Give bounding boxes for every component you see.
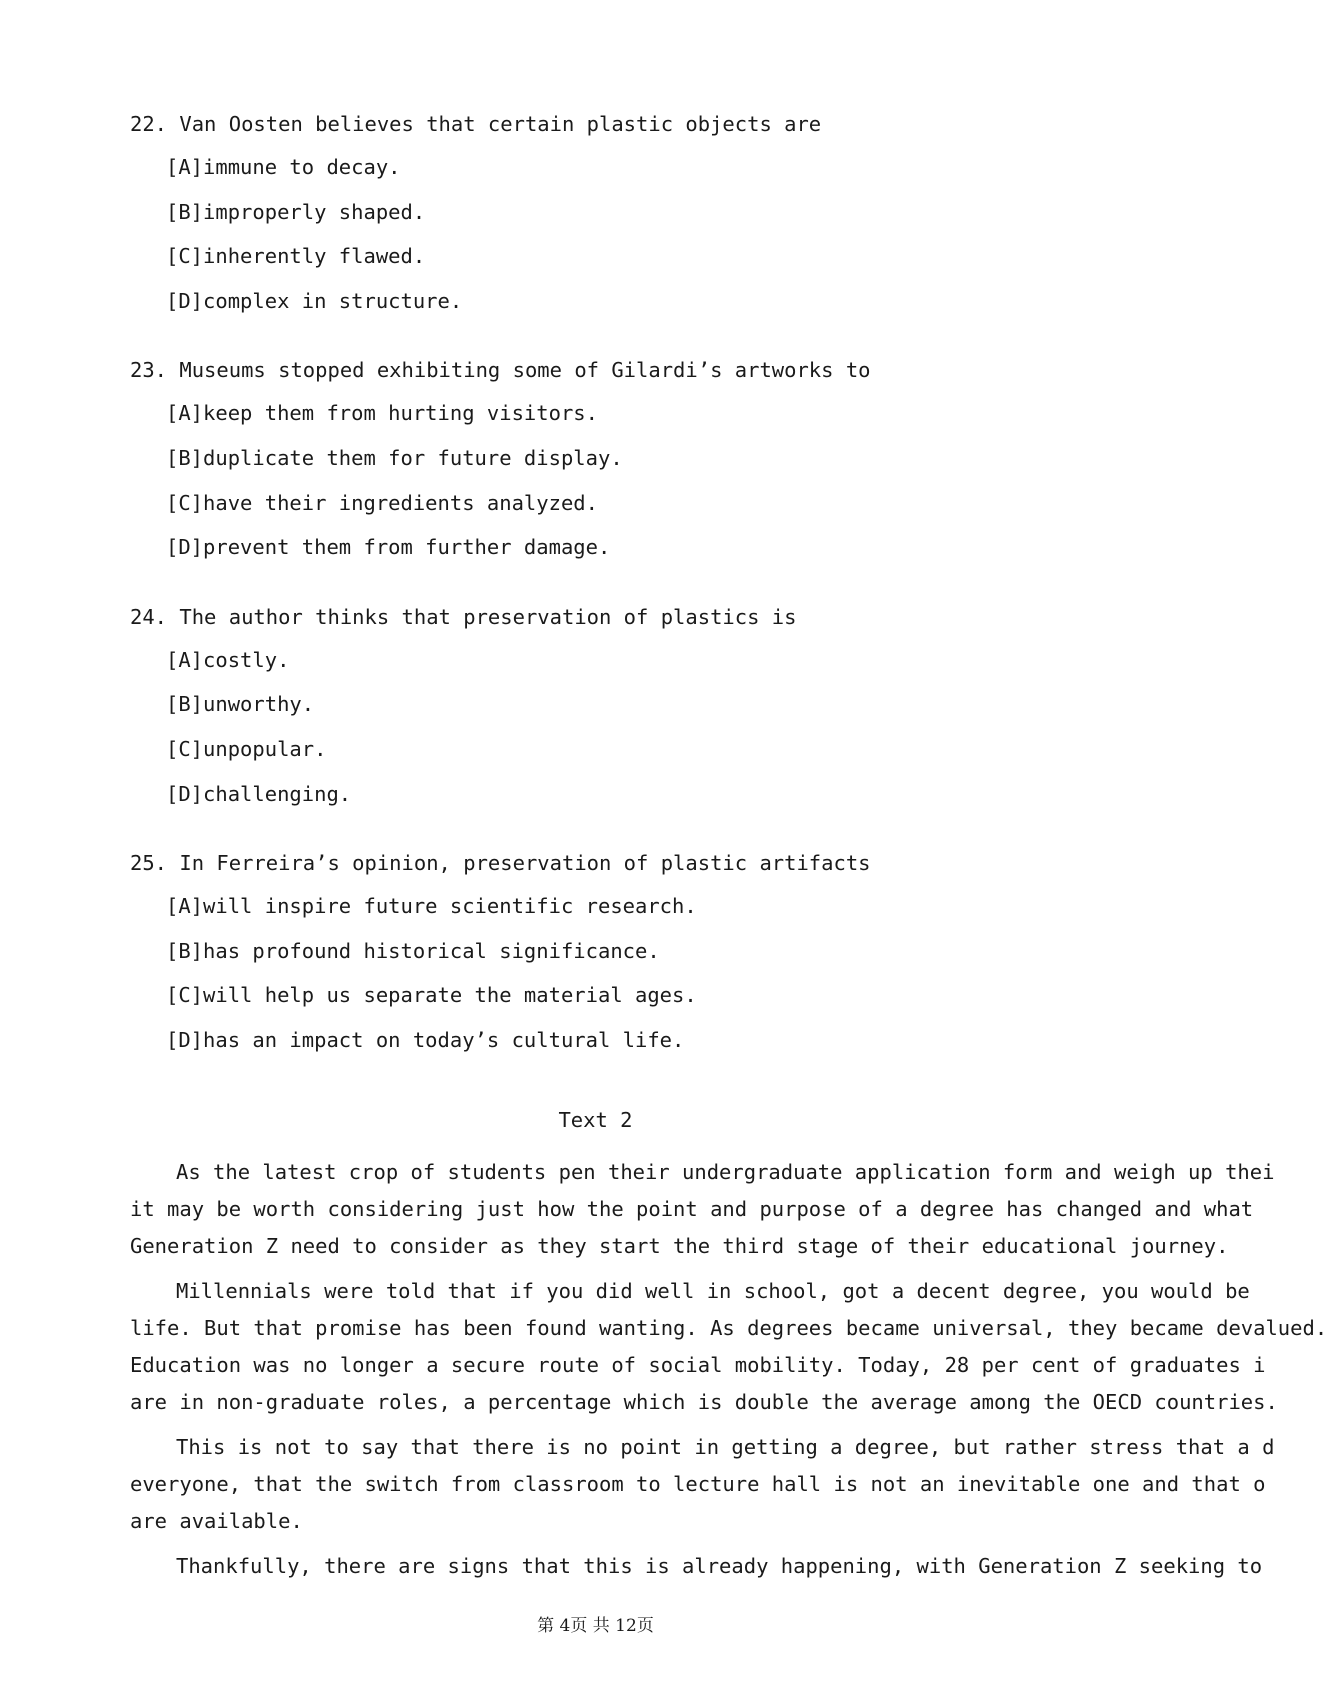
- passage-line: everyone, that the switch from classroom to lecture hall is not an inevitable one and that o: [130, 1472, 1266, 1496]
- question-24-option-a: [A]costly.: [166, 648, 290, 672]
- passage-line: are in non-graduate roles, a percentage which is double the average among the OECD countries.: [130, 1390, 1278, 1414]
- question-23-option-a: [A]keep them from hurting visitors.: [166, 401, 598, 425]
- question-22-option-a: [A]immune to decay.: [166, 155, 401, 179]
- passage-line: Education was no longer a secure route of social mobility. Today, 28 per cent of graduates i: [130, 1353, 1266, 1377]
- page-footer: 第 4页 共 12页: [537, 1616, 654, 1636]
- passage-line: it may be worth considering just how the point and purpose of a degree has changed and what: [130, 1197, 1254, 1221]
- question-24-stem: 24. The author thinks that preservation of plastics is: [130, 605, 797, 629]
- passage-line: As the latest crop of students pen their undergraduate application form and weigh up thei: [176, 1160, 1275, 1184]
- passage-line: life. But that promise has been found wanting. As degrees became universal, they became devalued.: [130, 1316, 1327, 1340]
- question-23-option-c: [C]have their ingredients analyzed.: [166, 491, 598, 515]
- question-23-option-d: [D]prevent them from further damage.: [166, 535, 611, 559]
- question-25-option-c: [C]will help us separate the material ages.: [166, 983, 697, 1007]
- passage-line: Millennials were told that if you did well in school, got a decent degree, you would be: [176, 1279, 1250, 1303]
- passage-line: are available.: [130, 1509, 303, 1533]
- passage-line: This is not to say that there is no point in getting a degree, but rather stress that a d: [176, 1435, 1275, 1459]
- question-22-option-b: [B]improperly shaped.: [166, 200, 426, 224]
- question-24-option-b: [B]unworthy.: [166, 692, 315, 716]
- question-25-option-d: [D]has an impact on today’s cultural life.: [166, 1028, 685, 1052]
- question-22-option-c: [C]inherently flawed.: [166, 244, 426, 268]
- question-24-option-d: [D]challenging.: [166, 782, 352, 806]
- question-24-option-c: [C]unpopular.: [166, 737, 327, 761]
- question-23-stem: 23. Museums stopped exhibiting some of Gilardi’s artworks to: [130, 358, 871, 382]
- question-25-option-b: [B]has profound historical significance.: [166, 939, 660, 963]
- question-25-option-a: [A]will inspire future scientific research.: [166, 894, 697, 918]
- question-22-stem: 22. Van Oosten believes that certain plastic objects are: [130, 112, 822, 136]
- passage-line: Generation Z need to consider as they start the third stage of their educational journey.: [130, 1234, 1229, 1258]
- question-25-stem: 25. In Ferreira’s opinion, preservation of plastic artifacts: [130, 851, 871, 875]
- question-22-option-d: [D]complex in structure.: [166, 289, 463, 313]
- question-23-option-b: [B]duplicate them for future display.: [166, 446, 623, 470]
- section-title: Text 2: [558, 1108, 633, 1132]
- passage-line: Thankfully, there are signs that this is already happening, with Generation Z seeking to: [176, 1554, 1263, 1578]
